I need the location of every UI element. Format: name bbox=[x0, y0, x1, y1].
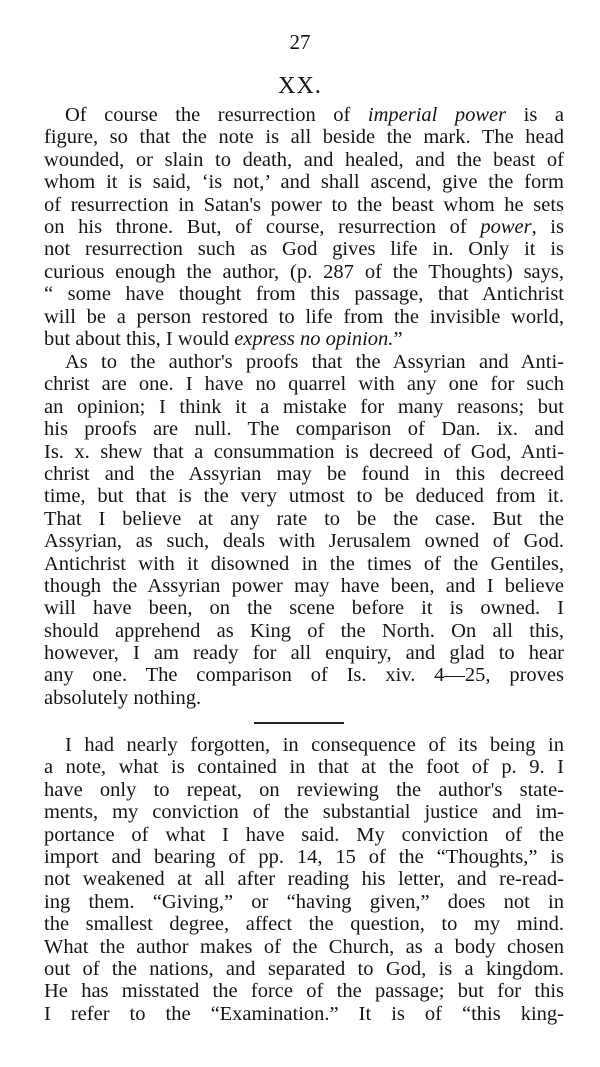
text-run: time, but that is the very utmost to be deduced from it. bbox=[44, 485, 564, 508]
text-run: his proofs are null. The comparison of Dan. ix. and bbox=[44, 418, 564, 441]
text-line bbox=[44, 463, 564, 485]
text-line bbox=[44, 149, 564, 171]
text-line bbox=[44, 620, 564, 642]
text-run: will have been, on the scene before it is owned. I bbox=[44, 597, 564, 620]
text-run: curious enough the author, (p. 287 of the Thoughts) says, bbox=[44, 260, 564, 283]
text-line bbox=[44, 846, 564, 868]
text-line bbox=[44, 801, 564, 823]
text-run: That I believe at any rate to be the case. But the bbox=[44, 507, 564, 530]
text-line bbox=[44, 238, 564, 260]
text-line bbox=[44, 351, 564, 373]
text-run: but about this, I would bbox=[44, 327, 235, 350]
text-run: not resurrection such as God gives life in. Only it is bbox=[44, 238, 564, 261]
text-run: will be a person restored to life from the invisible world, bbox=[44, 305, 564, 328]
text-run: , is bbox=[531, 215, 564, 238]
text-line bbox=[44, 891, 564, 913]
text-run: absolutely nothing. bbox=[44, 686, 202, 709]
text-line bbox=[44, 328, 564, 350]
text-line bbox=[44, 980, 564, 1002]
text-run: christ are one. I have no quarrel with any one for such bbox=[44, 373, 564, 396]
text-line bbox=[44, 216, 564, 238]
text-line bbox=[44, 508, 564, 530]
text-line bbox=[44, 261, 564, 283]
text-run: a note, what is contained in that at the foot of p. 9. I bbox=[44, 756, 564, 779]
text-line bbox=[44, 441, 564, 463]
text-run: should apprehend as King of the North. On all this, bbox=[44, 619, 564, 642]
paragraph-3 bbox=[44, 734, 564, 1025]
italic-text: imperial power bbox=[367, 104, 507, 126]
text-run: ments, my conviction of the substantial justice and im- bbox=[44, 801, 564, 824]
text-run: the smallest degree, affect the question, to my mind. bbox=[44, 913, 564, 936]
text-run: import and bearing of pp. 14, 15 of the “Thoughts,” is bbox=[44, 845, 564, 868]
text-run: have only to repeat, on reviewing the author's state- bbox=[44, 778, 564, 801]
text-line bbox=[44, 283, 564, 305]
text-run: out of the nations, and separated to God, is a kingdom. bbox=[44, 957, 564, 980]
text-run: Of course the resurrection of bbox=[65, 104, 368, 126]
section-divider bbox=[254, 722, 344, 724]
text-run: ” bbox=[393, 327, 403, 350]
text-run: “ some have thought from this passage, that Antichrist bbox=[44, 283, 564, 306]
text-line bbox=[44, 306, 564, 328]
text-line bbox=[44, 958, 564, 980]
text-line bbox=[44, 575, 564, 597]
text-run: Antichrist with it disowned in the times of the Gentiles, bbox=[44, 552, 564, 575]
paragraph-2 bbox=[44, 351, 564, 709]
section-heading: XX. bbox=[278, 73, 322, 99]
text-run: Is. x. shew that a consummation is decreed of God, Anti- bbox=[44, 440, 564, 463]
text-run: figure, so that the note is all beside the mark. The head bbox=[44, 126, 564, 149]
text-line bbox=[44, 868, 564, 890]
text-line bbox=[44, 756, 564, 778]
text-line bbox=[44, 642, 564, 664]
text-line bbox=[44, 824, 564, 846]
text-line bbox=[44, 530, 564, 552]
text-run: an opinion; I think it a mistake for many reasons; but bbox=[44, 395, 564, 418]
text-line bbox=[44, 104, 564, 126]
text-run: of resurrection in Satan's power to the beast whom he sets bbox=[44, 193, 564, 216]
text-line bbox=[44, 1003, 564, 1025]
text-line bbox=[44, 485, 564, 507]
text-line bbox=[44, 418, 564, 440]
text-line bbox=[44, 194, 564, 216]
text-line bbox=[44, 126, 564, 148]
text-run: ing them. “Giving,” or “having given,” does not in bbox=[44, 890, 564, 913]
text-run: As to the author's proofs that the Assyrian and Anti- bbox=[65, 351, 564, 373]
text-line bbox=[44, 396, 564, 418]
text-run: He has misstated the force of the passage; but for this bbox=[44, 980, 564, 1003]
text-run: christ and the Assyrian may be found in this decreed bbox=[44, 462, 564, 485]
text-run: Assyrian, as such, deals with Jerusalem owned of God. bbox=[44, 530, 564, 553]
italic-text: express no opinion. bbox=[234, 327, 394, 350]
text-run: is a bbox=[506, 104, 564, 126]
text-run: I had nearly forgotten, in consequence of its being in bbox=[65, 734, 564, 756]
text-run: What the author makes of the Church, as a body chosen bbox=[44, 935, 564, 958]
text-run: portance of what I have said. My conviction of the bbox=[44, 823, 564, 846]
page-number: 27 bbox=[289, 30, 311, 54]
text-run: however, I am ready for all enquiry, and glad to hear bbox=[44, 642, 564, 665]
text-line bbox=[44, 734, 564, 756]
text-run: on his throne. But, of course, resurrection of bbox=[44, 215, 481, 238]
text-run: whom it is said, ‘is not,’ and shall ascend, give the form bbox=[44, 171, 564, 194]
text-line bbox=[44, 779, 564, 801]
text-line bbox=[44, 373, 564, 395]
text-line bbox=[44, 913, 564, 935]
text-line bbox=[44, 171, 564, 193]
text-run: not weakened at all after reading his letter, and re-read- bbox=[44, 868, 564, 891]
text-run: though the Assyrian power may have been, and I believe bbox=[44, 574, 564, 597]
text-line bbox=[44, 664, 564, 686]
text-line bbox=[44, 936, 564, 958]
paragraph-1 bbox=[44, 104, 564, 350]
text-line bbox=[44, 687, 564, 709]
text-run: I refer to the “Examination.” It is of “this king- bbox=[44, 1002, 564, 1025]
text-line bbox=[44, 553, 564, 575]
text-line bbox=[44, 597, 564, 619]
text-run: wounded, or slain to death, and healed, and the beast of bbox=[44, 148, 564, 171]
italic-text: power bbox=[480, 215, 532, 238]
text-run: any one. The comparison of Is. xiv. 4—25, proves bbox=[44, 664, 564, 687]
